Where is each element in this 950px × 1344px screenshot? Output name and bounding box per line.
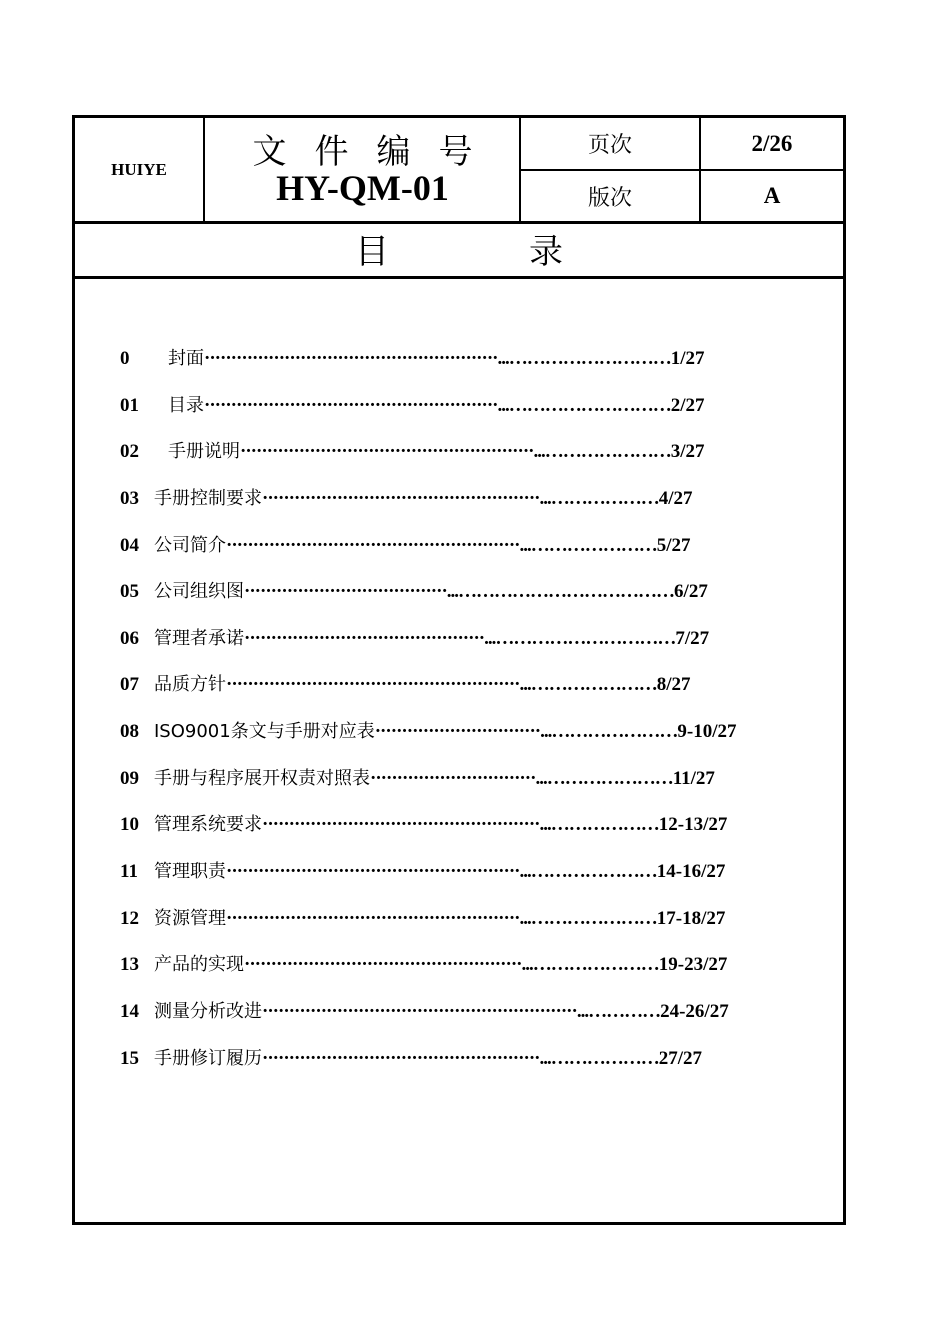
toc-page: 24-26/27 — [660, 1001, 729, 1022]
toc-leader: ...……………… — [539, 814, 659, 835]
doc-number-label: 文件编号 — [252, 132, 501, 172]
toc-title: 手册说明 — [168, 441, 240, 462]
toc-page: 2/27 — [670, 395, 705, 416]
toc-title: 手册控制要求 — [154, 488, 262, 509]
toc-entry[interactable] — [120, 858, 725, 886]
toc-leader: ······················································· — [226, 908, 520, 929]
toc-number: 04 — [120, 535, 139, 556]
toc-leader: ···················································· — [262, 488, 540, 509]
toc-leader: ············································· — [244, 628, 485, 649]
toc-page: 7/27 — [675, 628, 710, 649]
toc-leader: ···················································· — [244, 954, 522, 975]
toc-title: 公司简介 — [154, 535, 226, 556]
toc-title: 产品的实现 — [154, 954, 244, 975]
toc-leader: ···················································· — [262, 814, 540, 835]
toc-title: 资源管理 — [154, 908, 226, 929]
page-label-cell — [521, 118, 699, 169]
toc-title: 公司组织图 — [154, 581, 244, 602]
toc-leader: ...………… — [576, 1001, 661, 1022]
version-label-cell — [521, 171, 699, 221]
toc-leader: ...……………… — [539, 1048, 659, 1069]
toc-number: 02 — [120, 441, 139, 462]
toc-leader: ...………………… — [519, 535, 657, 556]
toc-entry[interactable] — [120, 905, 725, 933]
toc-page: 27/27 — [658, 1048, 703, 1069]
toc-number: 09 — [120, 768, 139, 789]
toc-leader: ··························································· — [262, 1001, 577, 1022]
toc-title: 封面 — [168, 348, 204, 369]
toc-title: 测量分析改进 — [154, 1001, 262, 1022]
doc-number: HY-QM-01 — [276, 168, 449, 208]
toc-page: 6/27 — [674, 581, 708, 602]
toc-page: 5/27 — [656, 535, 691, 556]
toc-number: 12 — [120, 908, 139, 929]
toc-number: 10 — [120, 814, 139, 835]
toc-leader: ...………………… — [519, 861, 657, 882]
toc-title: 管理系统要求 — [154, 814, 262, 835]
page-value-cell — [701, 118, 843, 169]
toc-number: 08 — [120, 721, 139, 742]
toc-leader: ...………………… — [519, 908, 657, 929]
page-value: 2/26 — [751, 130, 793, 156]
toc-page: 12-13/27 — [658, 814, 728, 835]
toc-leader: ...……………………………… — [446, 581, 675, 602]
toc-leader: ...………………… — [540, 721, 678, 742]
toc-leader: ...……………………… — [497, 395, 671, 416]
toc-page: 19-23/27 — [658, 954, 728, 975]
toc-leader: ...………………………… — [484, 628, 676, 649]
toc-leader: ···················································· — [262, 1048, 540, 1069]
toc-title: ISO9001条文与手册对应表 — [154, 721, 375, 742]
toc-entry[interactable] — [120, 625, 709, 653]
toc-page: 9-10/27 — [677, 721, 737, 742]
toc-number: 06 — [120, 628, 139, 649]
toc-number: 11 — [120, 861, 138, 882]
toc-entry[interactable] — [120, 578, 708, 606]
toc-page: 8/27 — [656, 674, 691, 695]
toc-entry[interactable] — [120, 998, 729, 1026]
toc-page: 14-16/27 — [656, 861, 726, 882]
toc-number: 03 — [120, 488, 139, 509]
title-part-2: 录 — [529, 232, 563, 272]
title-part-1: 目 — [355, 232, 389, 272]
toc-number: 0 — [120, 348, 130, 369]
toc-leader: ······················································· — [204, 395, 498, 416]
toc-entry[interactable] — [120, 1045, 702, 1073]
version-value: A — [763, 183, 781, 208]
toc-title: 手册修订履历 — [154, 1048, 262, 1069]
doc-number-cell — [205, 118, 520, 221]
toc-leader: ······················································· — [226, 861, 520, 882]
toc-title: 目录 — [168, 395, 204, 416]
toc-entry[interactable] — [120, 718, 737, 746]
page-title — [75, 221, 843, 279]
toc-leader: ······················································· — [240, 441, 534, 462]
toc-leader: ...………………… — [533, 441, 671, 462]
toc-number: 01 — [120, 395, 139, 416]
toc-number: 13 — [120, 954, 139, 975]
toc-page: 17-18/27 — [656, 908, 726, 929]
toc-title: 管理者承诺 — [154, 628, 244, 649]
toc-entry[interactable] — [120, 671, 691, 699]
toc-entry[interactable] — [120, 345, 705, 373]
toc-number: 15 — [120, 1048, 139, 1069]
toc-leader: ······················································· — [204, 348, 498, 369]
header-table — [75, 118, 843, 224]
version-value-cell — [701, 171, 843, 221]
toc-leader: ...……………… — [539, 488, 659, 509]
toc-entry[interactable] — [120, 811, 727, 839]
toc-entry[interactable] — [120, 951, 727, 979]
toc-leader: ...……………………… — [497, 348, 671, 369]
toc-leader: ...………………… — [535, 768, 673, 789]
toc-number: 14 — [120, 1001, 139, 1022]
toc-entry[interactable] — [120, 392, 705, 420]
toc-entry[interactable] — [120, 485, 693, 513]
toc-title: 管理职责 — [154, 861, 226, 882]
toc-page: 11/27 — [672, 768, 715, 789]
toc-leader: ······························· — [374, 721, 541, 742]
toc-page: 4/27 — [658, 488, 693, 509]
version-label: 版次 — [587, 185, 632, 211]
toc-page: 3/27 — [670, 441, 705, 462]
toc-page: 1/27 — [670, 348, 705, 369]
toc-leader: ······································ — [244, 581, 447, 602]
toc-number: 05 — [120, 581, 139, 602]
toc-leader: ······················································· — [226, 674, 520, 695]
toc-leader: ······························· — [370, 768, 536, 789]
toc-entry[interactable] — [120, 765, 715, 793]
toc-entry[interactable] — [120, 532, 691, 560]
company-logo-text: HUIYE — [111, 159, 167, 179]
page-label: 页次 — [587, 133, 632, 158]
toc-leader: ...………………… — [519, 674, 657, 695]
toc-leader: ······················································· — [226, 535, 520, 556]
toc-title: 品质方针 — [154, 674, 226, 695]
toc-title: 手册与程序展开权责对照表 — [154, 768, 370, 789]
document-frame — [72, 115, 846, 1225]
toc-entry[interactable] — [120, 438, 705, 466]
toc-number: 07 — [120, 674, 139, 695]
toc-leader: ...………………… — [521, 954, 659, 975]
